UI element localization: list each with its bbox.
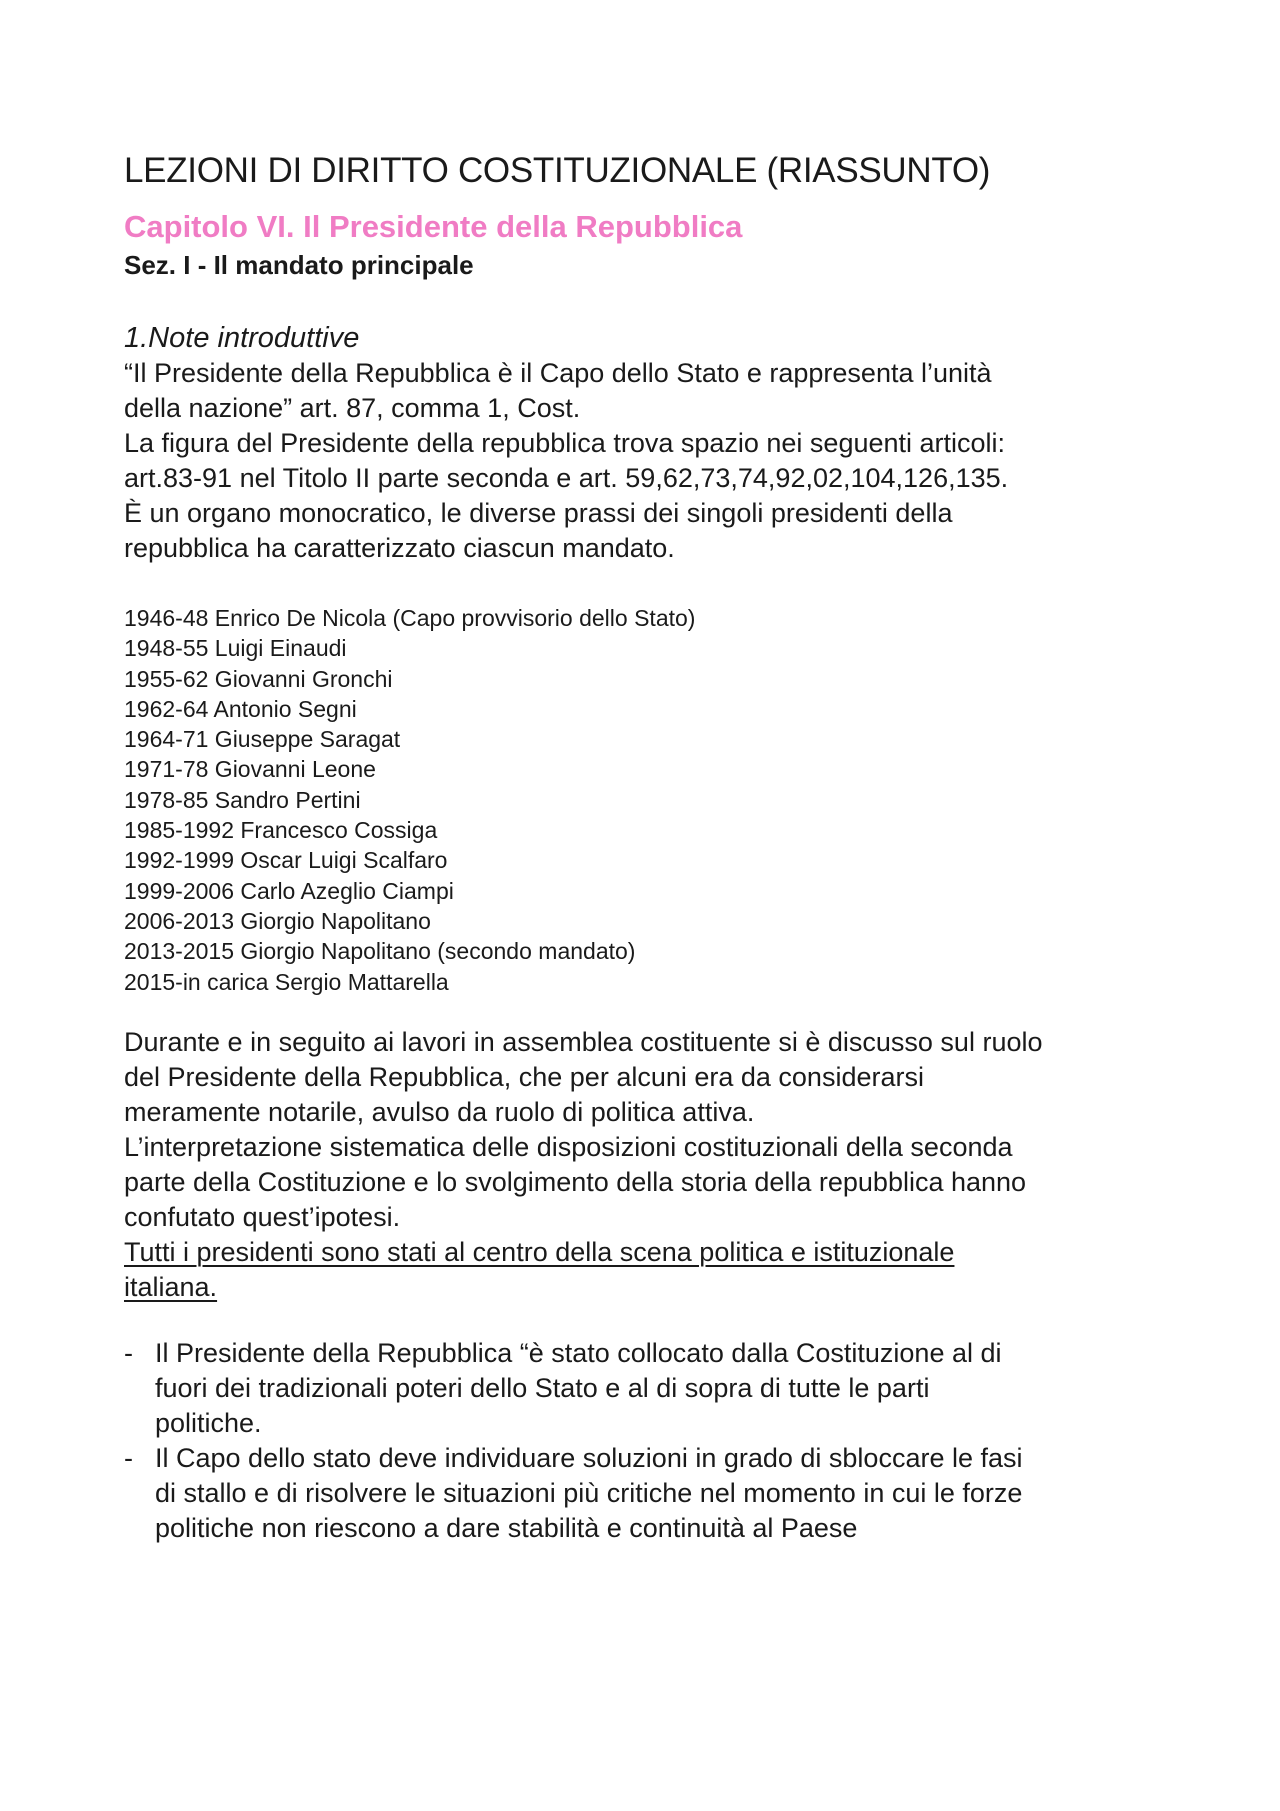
- presidents-list: [124, 603, 695, 997]
- president-entry: 1964-71 Giuseppe Saragat: [124, 726, 401, 753]
- bullet-line: Il Capo dello stato deve individuare soluzioni in grado di sbloccare le fasi: [155, 1443, 1023, 1473]
- intro-line: La figura del Presidente della repubblica trova spazio nei seguenti articoli:: [124, 428, 1006, 458]
- underlined-statement-line: Tutti i presidenti sono stati al centro della scena politica e istituzionale: [124, 1237, 955, 1267]
- bullet-line: politiche.: [155, 1408, 262, 1438]
- president-entry: 1946-48 Enrico De Nicola (Capo provvisorio dello Stato): [124, 605, 696, 631]
- president-entry: 1971-78 Giovanni Leone: [124, 756, 376, 783]
- chapter-heading: Capitolo VI. Il Presidente della Repubblica: [124, 209, 743, 244]
- bullet-line: fuori dei tradizionali poteri dello Stato e al di sopra di tutte le parti: [155, 1373, 930, 1403]
- discussion-paragraph: [124, 1025, 1164, 1305]
- intro-line: art.83-91 nel Titolo II parte seconda e art. 59,62,73,74,92,02,104,126,135.: [124, 463, 1009, 493]
- president-entry: 1985-1992 Francesco Cossiga: [124, 817, 438, 844]
- president-entry: 1962-64 Antonio Segni: [124, 695, 357, 722]
- bullet-dash: -: [124, 1338, 133, 1368]
- discussion-line: parte della Costituzione e lo svolgimento della storia della repubblica hanno: [124, 1167, 1027, 1197]
- intro-line: È un organo monocratico, le diverse prassi dei singoli presidenti della: [124, 498, 953, 528]
- intro-paragraph: [124, 356, 1164, 566]
- bullet-item: [124, 1336, 1184, 1441]
- president-entry: 2013-2015 Giorgio Napolitano (secondo mandato): [124, 938, 636, 965]
- president-entry: 1992-1999 Oscar Luigi Scalfaro: [124, 847, 448, 874]
- president-entry: 1999-2006 Carlo Azeglio Ciampi: [124, 877, 454, 904]
- intro-line: della nazione” art. 87, comma 1, Cost.: [124, 393, 581, 423]
- president-entry: 1978-85 Sandro Pertini: [124, 786, 361, 813]
- president-entry: 1955-62 Giovanni Gronchi: [124, 665, 393, 692]
- discussion-line: L’interpretazione sistematica delle disposizioni costituzionali della seconda: [124, 1132, 1013, 1162]
- discussion-line: del Presidente della Repubblica, che per alcuni era da considerarsi: [124, 1062, 924, 1092]
- subsection-heading: 1.Note introduttive: [124, 322, 360, 354]
- bullet-list: [124, 1336, 1184, 1546]
- intro-line: repubblica ha caratterizzato ciascun mandato.: [124, 533, 675, 563]
- discussion-line: Durante e in seguito ai lavori in assemblea costituente si è discusso sul ruolo: [124, 1027, 1043, 1057]
- intro-line: “Il Presidente della Repubblica è il Capo dello Stato e rappresenta l’unità: [124, 358, 992, 388]
- president-entry: 2015-in carica Sergio Mattarella: [124, 968, 449, 995]
- bullet-line: di stallo e di risolvere le situazioni più critiche nel momento in cui le forze: [155, 1478, 1023, 1508]
- bullet-line: politiche non riescono a dare stabilità e continuità al Paese: [155, 1513, 858, 1543]
- section-heading: Sez. I - Il mandato principale: [124, 250, 474, 280]
- president-entry: 1948-55 Luigi Einaudi: [124, 635, 347, 662]
- bullet-item: [124, 1441, 1184, 1546]
- document-title: LEZIONI DI DIRITTO COSTITUZIONALE (RIASSUNTO): [124, 151, 991, 191]
- president-entry: 2006-2013 Giorgio Napolitano: [124, 907, 431, 934]
- bullet-dash: -: [124, 1443, 133, 1473]
- underlined-statement-line: italiana.: [124, 1272, 218, 1302]
- discussion-line: meramente notarile, avulso da ruolo di politica attiva.: [124, 1097, 755, 1127]
- bullet-line: Il Presidente della Repubblica “è stato collocato dalla Costituzione al di: [155, 1338, 1002, 1368]
- discussion-line: confutato quest’ipotesi.: [124, 1202, 401, 1232]
